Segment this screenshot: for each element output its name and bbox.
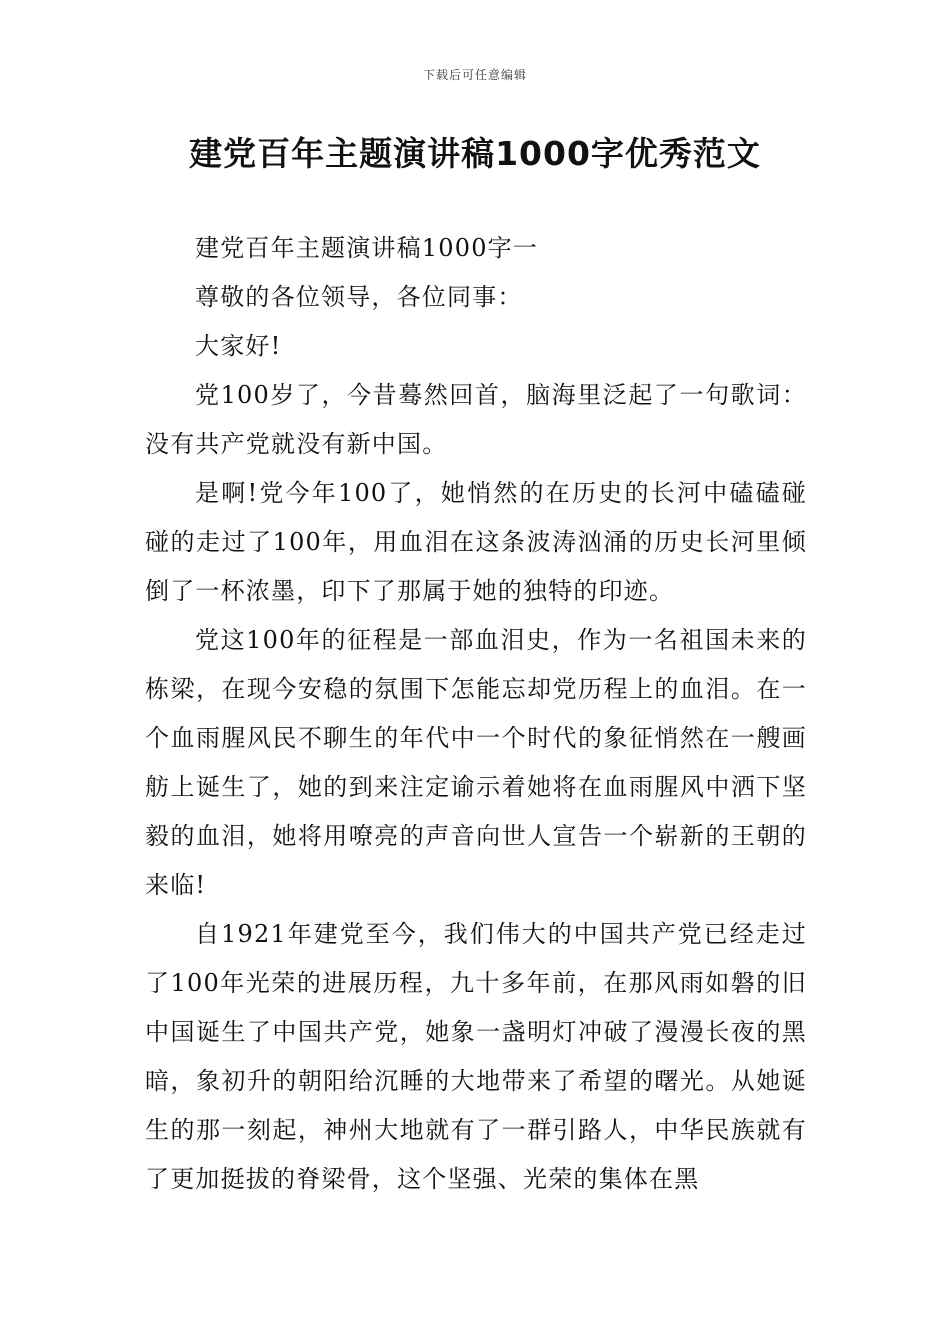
document-title: 建党百年主题演讲稿1000字优秀范文 bbox=[189, 134, 761, 173]
paragraph-2: 是啊!党今年100了，她悄然的在历史的长河中磕磕碰碰的走过了100年，用血泪在这条波涛汹涌的历史长河里倾倒了一杯浓墨，印下了那属于她的独特的印迹。 bbox=[145, 479, 807, 605]
paragraph-subtitle: 建党百年主题演讲稿1000字一 bbox=[195, 234, 539, 262]
document-body bbox=[145, 224, 807, 1204]
header-note: 下载后可任意编辑 bbox=[422, 68, 527, 82]
paragraph-salutation: 尊敬的各位领导，各位同事： bbox=[195, 283, 523, 311]
paragraph-4: 自1921年建党至今，我们伟大的中国共产党已经走过了100年光荣的进展历程，九十多年前，在那风雨如磐的旧中国诞生了中国共产党，她象一盏明灯冲破了漫漫长夜的黑暗，象初升的朝阳给沉睡的大地带来了希望的曙光。从她诞生的那一刻起，神州大地就有了一群引路人，中华民族就有了更加挺拔的脊梁骨，这个坚强、光荣的集体在黑 bbox=[145, 920, 807, 1193]
paragraph-1: 党100岁了，今昔蓦然回首，脑海里泛起了一句歌词：没有共产党就没有新中国。 bbox=[145, 381, 807, 458]
paragraph-greeting: 大家好! bbox=[195, 332, 282, 360]
paragraph-3: 党这100年的征程是一部血泪史，作为一名祖国未来的栋梁，在现今安稳的氛围下怎能忘却党历程上的血泪。在一个血雨腥风民不聊生的年代中一个时代的象征悄然在一艘画舫上诞生了，她的到来注定谕示着她将在血雨腥风中洒下坚毅的血泪，她将用嘹亮的声音向世人宣告一个崭新的王朝的来临! bbox=[145, 626, 807, 899]
